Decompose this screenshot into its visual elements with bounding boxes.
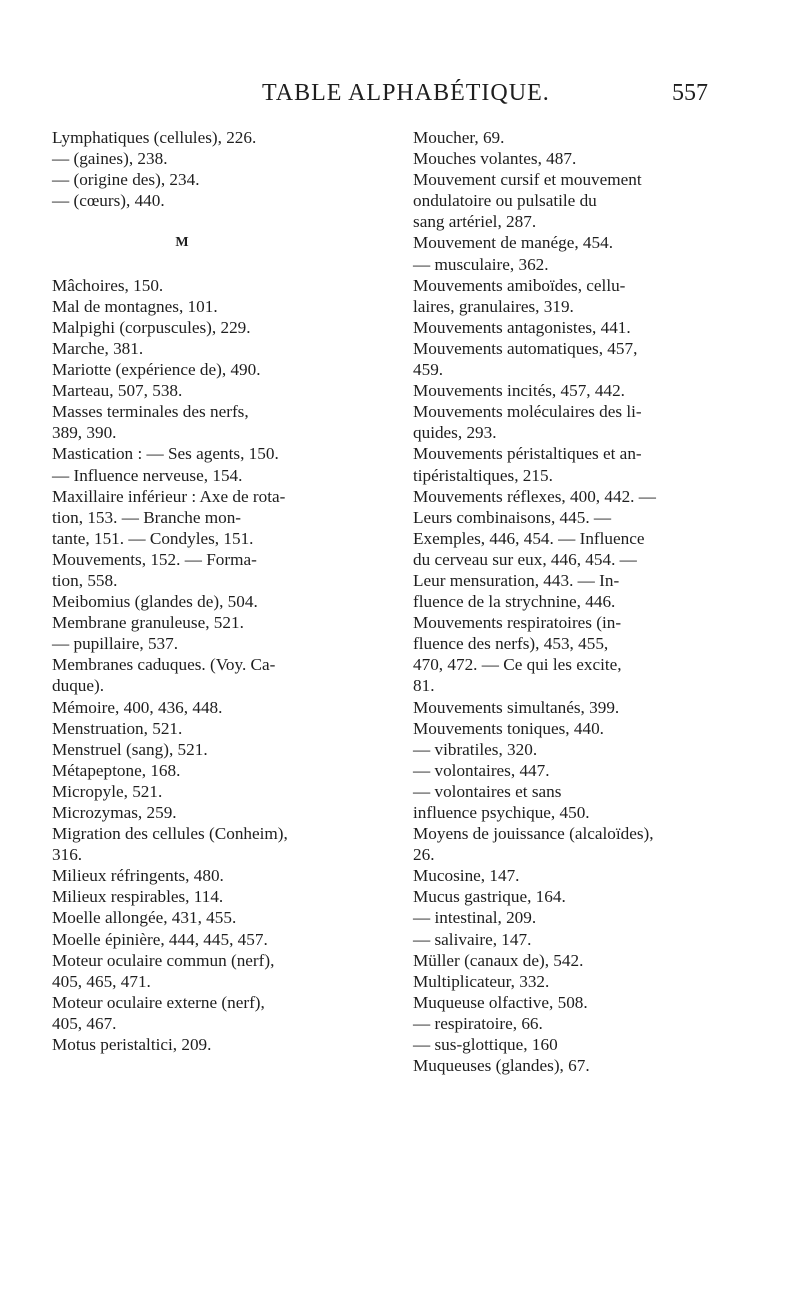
index-entry-line: Milieux réfringents, 480. <box>52 866 224 886</box>
index-entry-line: Muqueuse olfactive, 508. <box>413 992 588 1012</box>
index-entry-line: Leurs combinaisons, 445. — <box>413 507 612 527</box>
index-entry-line: Mouvements péristaltiques et an- <box>413 444 642 464</box>
index-entry-line: 316. <box>52 845 83 865</box>
index-entry-line: fluence des nerfs), 453, 455, <box>413 634 609 654</box>
index-entry-line: Marche, 381. <box>52 338 144 358</box>
blank-line <box>52 211 382 232</box>
index-entry-line: Masses terminales des nerfs, <box>52 402 249 422</box>
index-entry-line: Meibomius (glandes de), 504. <box>52 592 258 612</box>
index-entry-line: Mâchoires, 150. <box>52 275 164 295</box>
index-entry-line: tion, 558. <box>52 570 118 590</box>
index-entry-line: — volontaires, 447. <box>413 760 550 780</box>
index-entry-line: du cerveau sur eux, 446, 454. — <box>413 549 637 569</box>
index-entry-line: laires, granulaires, 319. <box>413 296 574 316</box>
index-entry-line: — pupillaire, 537. <box>52 634 179 654</box>
index-entry-line: Moteur oculaire commun (nerf), <box>52 950 275 970</box>
index-entry-line: Marteau, 507, 538. <box>52 381 183 401</box>
index-entry-line: Mouvements incités, 457, 442. <box>413 381 625 401</box>
index-entry-line: Müller (canaux de), 542. <box>413 950 584 970</box>
index-entry-line: Menstruation, 521. <box>52 718 183 738</box>
index-column-right <box>413 127 763 1076</box>
index-entry-line: Mémoire, 400, 436, 448. <box>52 697 223 717</box>
index-entry-line: Membranes caduques. (Voy. Ca- <box>52 655 276 675</box>
index-entry-line: Mariotte (expérience de), 490. <box>52 360 261 380</box>
index-entry-line: Migration des cellules (Conheim), <box>52 824 288 844</box>
index-entry-line: Micropyle, 521. <box>52 781 163 801</box>
index-entry-line: 405, 467. <box>52 1013 117 1033</box>
index-entry-line: tipéristaltiques, 215. <box>413 465 553 485</box>
page-number: 557 <box>672 80 708 106</box>
index-entry-line: — (gaines), 238. <box>52 149 168 169</box>
index-entry-line: — intestinal, 209. <box>413 908 537 928</box>
index-entry-line: Motus peristaltici, 209. <box>52 1035 212 1055</box>
index-entry-line: Mouvements automatiques, 457, <box>413 338 638 358</box>
page-title: TABLE ALPHABÉTIQUE. <box>262 80 550 106</box>
index-entry-line: — volontaires et sans <box>413 781 562 801</box>
index-entry-line: sang artériel, 287. <box>413 212 537 232</box>
index-entry-line: Mouvements, 152. — Forma- <box>52 549 257 569</box>
index-entry-line: Milieux respirables, 114. <box>52 887 224 907</box>
index-entry-line: Mouvements moléculaires des li- <box>413 402 642 422</box>
index-entry-line: Moucher, 69. <box>413 128 505 147</box>
index-entry-line: — (cœurs), 440. <box>52 191 165 211</box>
index-entry-line: Mouvements réflexes, 400, 442. — <box>413 486 656 506</box>
index-entry-line: Mouvement cursif et mouvement <box>413 170 642 190</box>
index-entry-line: Moelle allongée, 431, 455. <box>52 908 237 928</box>
index-entry-line: — musculaire, 362. <box>413 254 549 274</box>
index-column-left <box>52 127 382 1055</box>
index-entry-line: Mucus gastrique, 164. <box>413 887 566 907</box>
index-entry-line: — sus-glottique, 160 <box>413 1035 558 1055</box>
index-entry-line: Mouvement de manége, 454. <box>413 233 613 253</box>
index-entry-line: Moelle épinière, 444, 445, 457. <box>52 929 268 949</box>
index-entry-line: — (origine des), 234. <box>52 170 200 190</box>
index-entry-line: Mastication : — Ses agents, 150. <box>52 444 279 464</box>
index-entry-line: Membrane granuleuse, 521. <box>52 613 244 633</box>
index-entry-line: Moyens de jouissance (alcaloïdes), <box>413 824 654 844</box>
index-entry-line: — Influence nerveuse, 154. <box>52 465 243 485</box>
index-entry-line: Mouvements respiratoires (in- <box>413 613 622 633</box>
index-entry-line: Mouvements amiboïdes, cellu- <box>413 275 626 295</box>
index-entry-line: fluence de la strychnine, 446. <box>413 592 616 612</box>
index-entry-line: tion, 153. — Branche mon- <box>52 507 242 527</box>
index-entry-line: — respiratoire, 66. <box>413 1013 543 1033</box>
index-entry-line: influence psychique, 450. <box>413 803 590 822</box>
index-entry-line: Mucosine, 147. <box>413 866 520 886</box>
index-entry-line: — vibratiles, 320. <box>413 739 538 759</box>
index-entry-line: Lymphatiques (cellules), 226. <box>52 128 257 147</box>
page-header <box>0 80 800 114</box>
index-entry-line: Leur mensuration, 443. — In- <box>413 570 620 590</box>
index-entry-line: duque). <box>52 676 105 696</box>
index-entry-line: Mal de montagnes, 101. <box>52 296 218 316</box>
index-entry-line: Métapeptone, 168. <box>52 760 181 780</box>
index-entry-line: Maxillaire inférieur : Axe de rota- <box>52 486 286 506</box>
blank-line <box>52 254 382 275</box>
index-entry-line: Mouvements simultanés, 399. <box>413 697 620 717</box>
index-entry-line: Microzymas, 259. <box>52 803 177 822</box>
section-letter: M <box>175 235 189 251</box>
index-entry-line: tante, 151. — Condyles, 151. <box>52 528 254 548</box>
index-entry-line: Multiplicateur, 332. <box>413 971 550 991</box>
index-entry-line: — salivaire, 147. <box>413 929 532 949</box>
index-entry-line: Menstruel (sang), 521. <box>52 739 208 759</box>
index-entry-line: Moteur oculaire externe (nerf), <box>52 992 265 1012</box>
index-entry-line: Mouvements antagonistes, 441. <box>413 317 631 337</box>
index-entry-line: 26. <box>413 845 435 865</box>
index-entry-line: quides, 293. <box>413 423 497 443</box>
index-entry-line: ondulatoire ou pulsatile du <box>413 191 597 211</box>
index-entry-line: Muqueuses (glandes), 67. <box>413 1056 590 1076</box>
index-entry-line: 405, 465, 471. <box>52 971 151 991</box>
index-entry-line: 81. <box>413 676 435 696</box>
index-entry-line: 459. <box>413 360 444 380</box>
index-entry-line: 470, 472. — Ce qui les excite, <box>413 655 622 675</box>
index-entry-line: Malpighi (corpuscules), 229. <box>52 317 251 337</box>
index-entry-line: 389, 390. <box>52 423 117 443</box>
index-entry-line: Exemples, 446, 454. — Influence <box>413 528 645 548</box>
index-entry-line: Mouches volantes, 487. <box>413 149 577 169</box>
index-entry-line: Mouvements toniques, 440. <box>413 718 604 738</box>
